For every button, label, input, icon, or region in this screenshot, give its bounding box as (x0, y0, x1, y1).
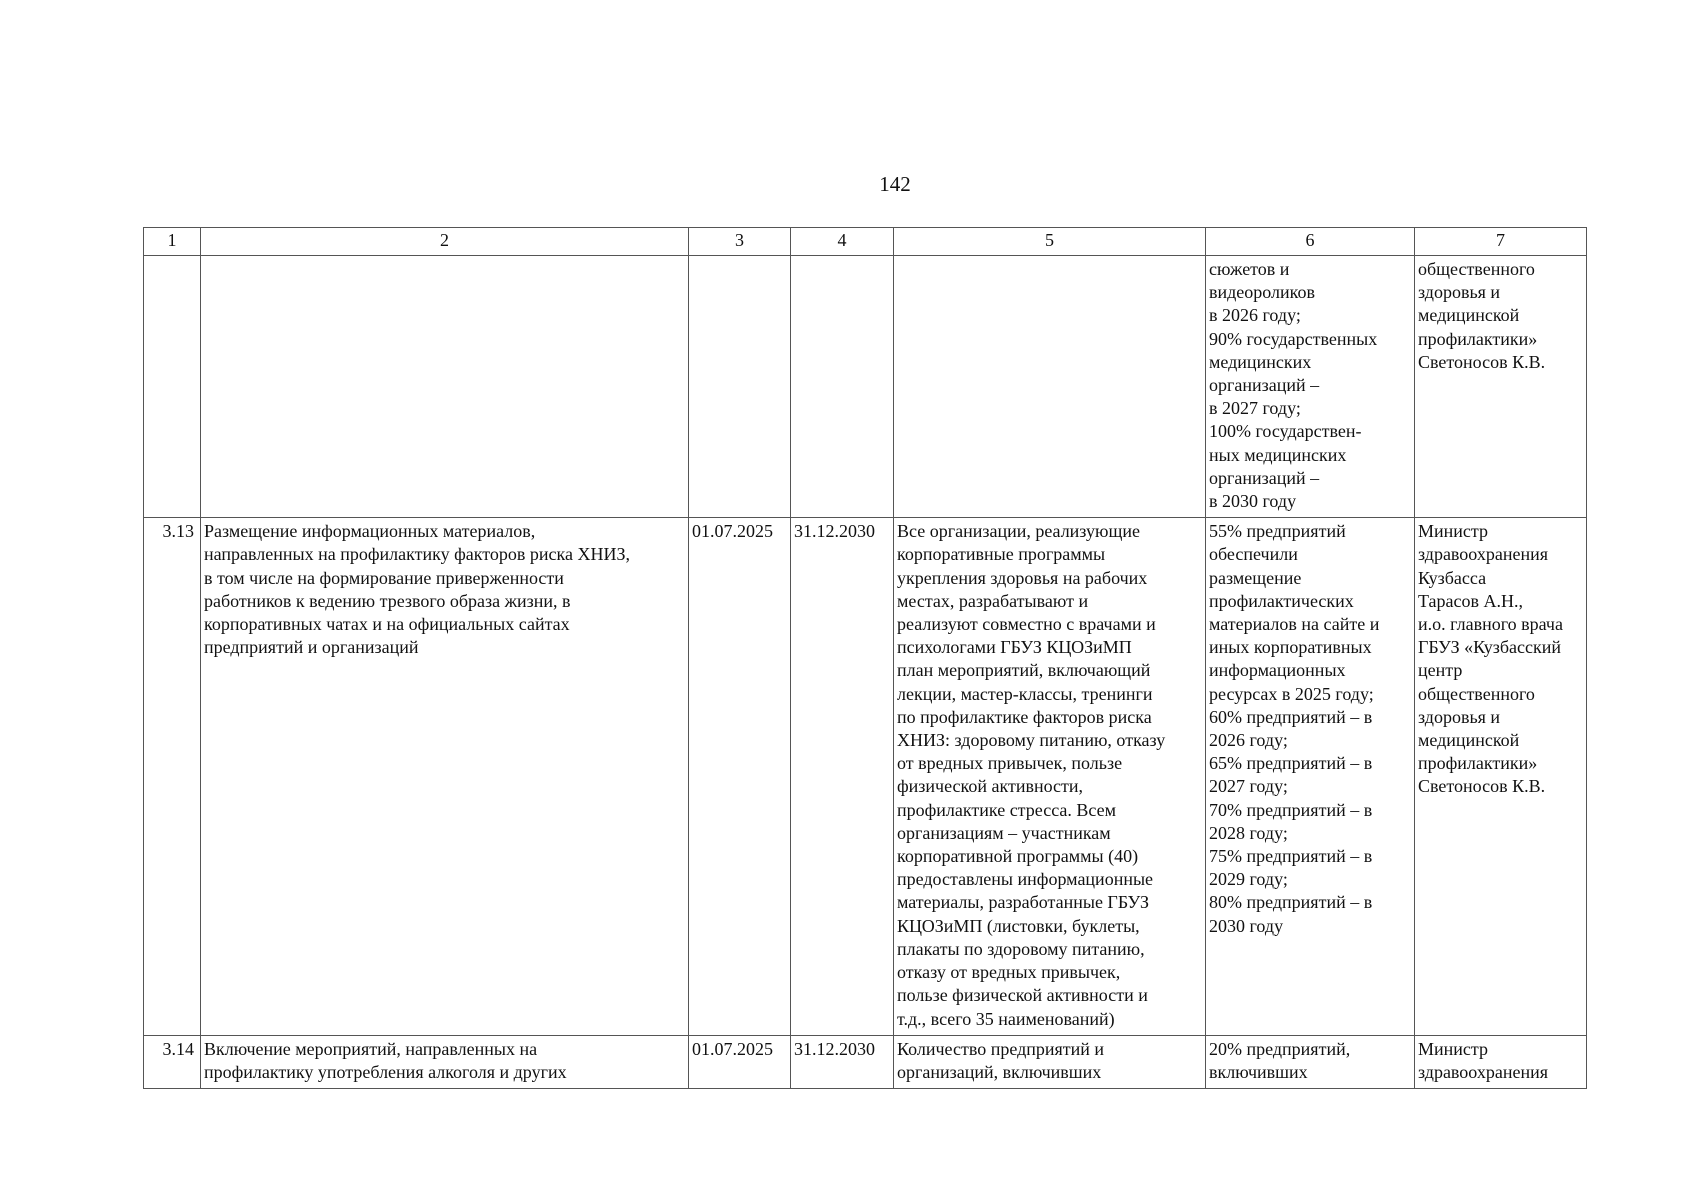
indicator-cell (1206, 256, 1415, 518)
start-date-cell: 01.07.2025 (689, 518, 791, 1035)
cell-text-line: 75% предприятий – в (1209, 846, 1373, 867)
cell-text-line: в том числе на формирование приверженности (204, 567, 564, 588)
cell-text-line: материалы, разработанные ГБУЗ (897, 892, 1150, 913)
cell-text-line: общественного (1418, 259, 1535, 279)
cell-text-line: профилактических (1209, 590, 1354, 611)
header-col-4: 4 (791, 228, 894, 256)
cell-text-line: включивших (1209, 1061, 1308, 1082)
cell-text-line: корпоративной программы (40) (897, 846, 1139, 867)
cell-text-line: план мероприятий, включающий (897, 660, 1151, 681)
cell-text-line: укрепления здоровья на рабочих (897, 567, 1148, 588)
header-col-7: 7 (1415, 228, 1587, 256)
cell-text-line: 2026 году; (1209, 730, 1288, 751)
cell-text-line: корпоративные программы (897, 544, 1106, 565)
cell-text-line: 2028 году; (1209, 822, 1288, 843)
cell-text-line: Количество предприятий и (897, 1038, 1105, 1059)
responsible-cell (1415, 1035, 1587, 1088)
cell-text-line: Светоносов К.В. (1418, 351, 1546, 372)
cell-text-line: корпоративных чатах и на официальных сайтах (204, 614, 570, 635)
cell-text-line: центр (1418, 660, 1463, 681)
cell-text-line: 55% предприятий (1209, 521, 1346, 542)
cell-text-line: плакаты по здоровому питанию, (897, 938, 1145, 959)
cell-text-line: т.д., всего 35 наименований) (897, 1008, 1115, 1029)
cell-text-line: 2030 году (1209, 915, 1284, 936)
table-row (144, 256, 1587, 518)
end-date-cell (791, 256, 894, 518)
cell-text-line: Кузбасса (1418, 567, 1487, 588)
cell-text-line: профилактику употребления алкоголя и других (204, 1061, 567, 1082)
cell-text-line: здравоохранения (1418, 544, 1549, 565)
table-body (144, 256, 1587, 1089)
indicator-cell (1206, 518, 1415, 1035)
cell-text-line: местах, разрабатывают и (897, 590, 1089, 611)
cell-text-line: предприятий и организаций (204, 637, 419, 658)
description-cell (894, 256, 1206, 518)
cell-text-line: по профилактике факторов риска (897, 706, 1152, 727)
cell-text-line: профилактике стресса. Всем (897, 799, 1116, 820)
cell-text-line: здравоохранения (1418, 1061, 1549, 1082)
cell-text-line: размещение (1209, 567, 1302, 588)
cell-text-line: предоставлены информационные (897, 869, 1154, 890)
description-cell (894, 518, 1206, 1035)
task-cell (201, 518, 689, 1035)
item-number-cell (144, 256, 201, 518)
cell-text-line: психологами ГБУЗ КЦОЗиМП (897, 637, 1132, 658)
cell-text-line: 70% предприятий – в (1209, 799, 1373, 820)
cell-text-line: в 2027 году; (1209, 398, 1301, 419)
plan-table (143, 227, 1587, 1089)
cell-text-line: Министр (1418, 521, 1488, 542)
cell-text-line: 80% предприятий – в (1209, 892, 1373, 913)
cell-text-line: лекции, мастер-классы, тренинги (897, 683, 1153, 704)
cell-text-line: видеороликов (1209, 282, 1315, 303)
task-cell (201, 1035, 689, 1088)
cell-text-line: профилактики» (1418, 753, 1538, 774)
responsible-cell (1415, 256, 1587, 518)
header-col-6: 6 (1206, 228, 1415, 256)
table-row (144, 1035, 1587, 1088)
cell-text-line: работников к ведению трезвого образа жизни, в (204, 590, 571, 611)
cell-text-line: материалов на сайте и (1209, 614, 1380, 635)
cell-text-line: 2029 году; (1209, 869, 1288, 890)
end-date-cell: 31.12.2030 (791, 1035, 894, 1088)
start-date-cell: 01.07.2025 (689, 1035, 791, 1088)
responsible-cell (1415, 518, 1587, 1035)
cell-text-line: 100% государствен- (1209, 421, 1362, 442)
task-cell (201, 256, 689, 518)
cell-text-line: 60% предприятий – в (1209, 706, 1373, 727)
cell-text-line: ных медицинских (1209, 444, 1347, 465)
header-col-5: 5 (894, 228, 1206, 256)
cell-text-line: медицинской (1418, 730, 1520, 751)
cell-text-line: профилактики» (1418, 328, 1538, 349)
cell-text-line: организаций, включивших (897, 1061, 1102, 1082)
cell-text-line: медицинских (1209, 351, 1312, 372)
cell-text-line: 2027 году; (1209, 776, 1288, 797)
cell-text-line: ХНИЗ: здоровому питанию, отказу (897, 730, 1166, 751)
description-cell (894, 1035, 1206, 1088)
cell-text-line: в 2030 году (1209, 491, 1297, 512)
cell-text-line: обеспечили (1209, 544, 1298, 565)
cell-text-line: пользе физической активности и (897, 985, 1148, 1006)
cell-text-line: Включение мероприятий, направленных на (204, 1038, 538, 1059)
cell-text-line: направленных на профилактику факторов риска ХНИЗ, (204, 544, 631, 565)
cell-text-line: сюжетов и (1209, 259, 1290, 279)
cell-text-line: реализуют совместно с врачами и (897, 614, 1156, 635)
cell-text-line: здоровья и (1418, 706, 1501, 727)
table-row (144, 518, 1587, 1035)
cell-text-line: 65% предприятий – в (1209, 753, 1373, 774)
header-col-2: 2 (201, 228, 689, 256)
header-col-1: 1 (144, 228, 201, 256)
cell-text-line: отказу от вредных привычек, (897, 962, 1121, 983)
cell-text-line: Все организации, реализующие (897, 521, 1140, 542)
cell-text-line: КЦОЗиМП (листовки, буклеты, (897, 915, 1140, 936)
cell-text-line: организаций – (1209, 375, 1320, 396)
cell-text-line: иных корпоративных (1209, 637, 1372, 658)
cell-text-line: организаций – (1209, 467, 1320, 488)
indicator-cell (1206, 1035, 1415, 1088)
start-date-cell (689, 256, 791, 518)
page-number: 142 (879, 172, 911, 196)
cell-text-line: 20% предприятий, (1209, 1038, 1351, 1059)
cell-text-line: информационных (1209, 660, 1346, 681)
cell-text-line: Светоносов К.В. (1418, 776, 1546, 797)
header-row (144, 228, 1587, 256)
cell-text-line: 90% государственных (1209, 328, 1378, 349)
cell-text-line: Размещение информационных материалов, (204, 521, 536, 542)
cell-text-line: Тарасов А.Н., (1418, 590, 1524, 611)
cell-text-line: ГБУЗ «Кузбасский (1418, 637, 1562, 658)
header-col-3: 3 (689, 228, 791, 256)
cell-text-line: физической активности, (897, 776, 1084, 797)
cell-text-line: медицинской (1418, 305, 1520, 326)
item-number-cell: 3.14 (144, 1035, 201, 1088)
cell-text-line: здоровья и (1418, 282, 1501, 303)
cell-text-line: общественного (1418, 683, 1535, 704)
cell-text-line: организациям – участникам (897, 822, 1111, 843)
end-date-cell: 31.12.2030 (791, 518, 894, 1035)
cell-text-line: ресурсах в 2025 году; (1209, 683, 1374, 704)
cell-text-line: Министр (1418, 1038, 1488, 1059)
cell-text-line: в 2026 году; (1209, 305, 1301, 326)
cell-text-line: и.о. главного врача (1418, 614, 1563, 635)
item-number-cell: 3.13 (144, 518, 201, 1035)
cell-text-line: от вредных привычек, пользе (897, 753, 1123, 774)
